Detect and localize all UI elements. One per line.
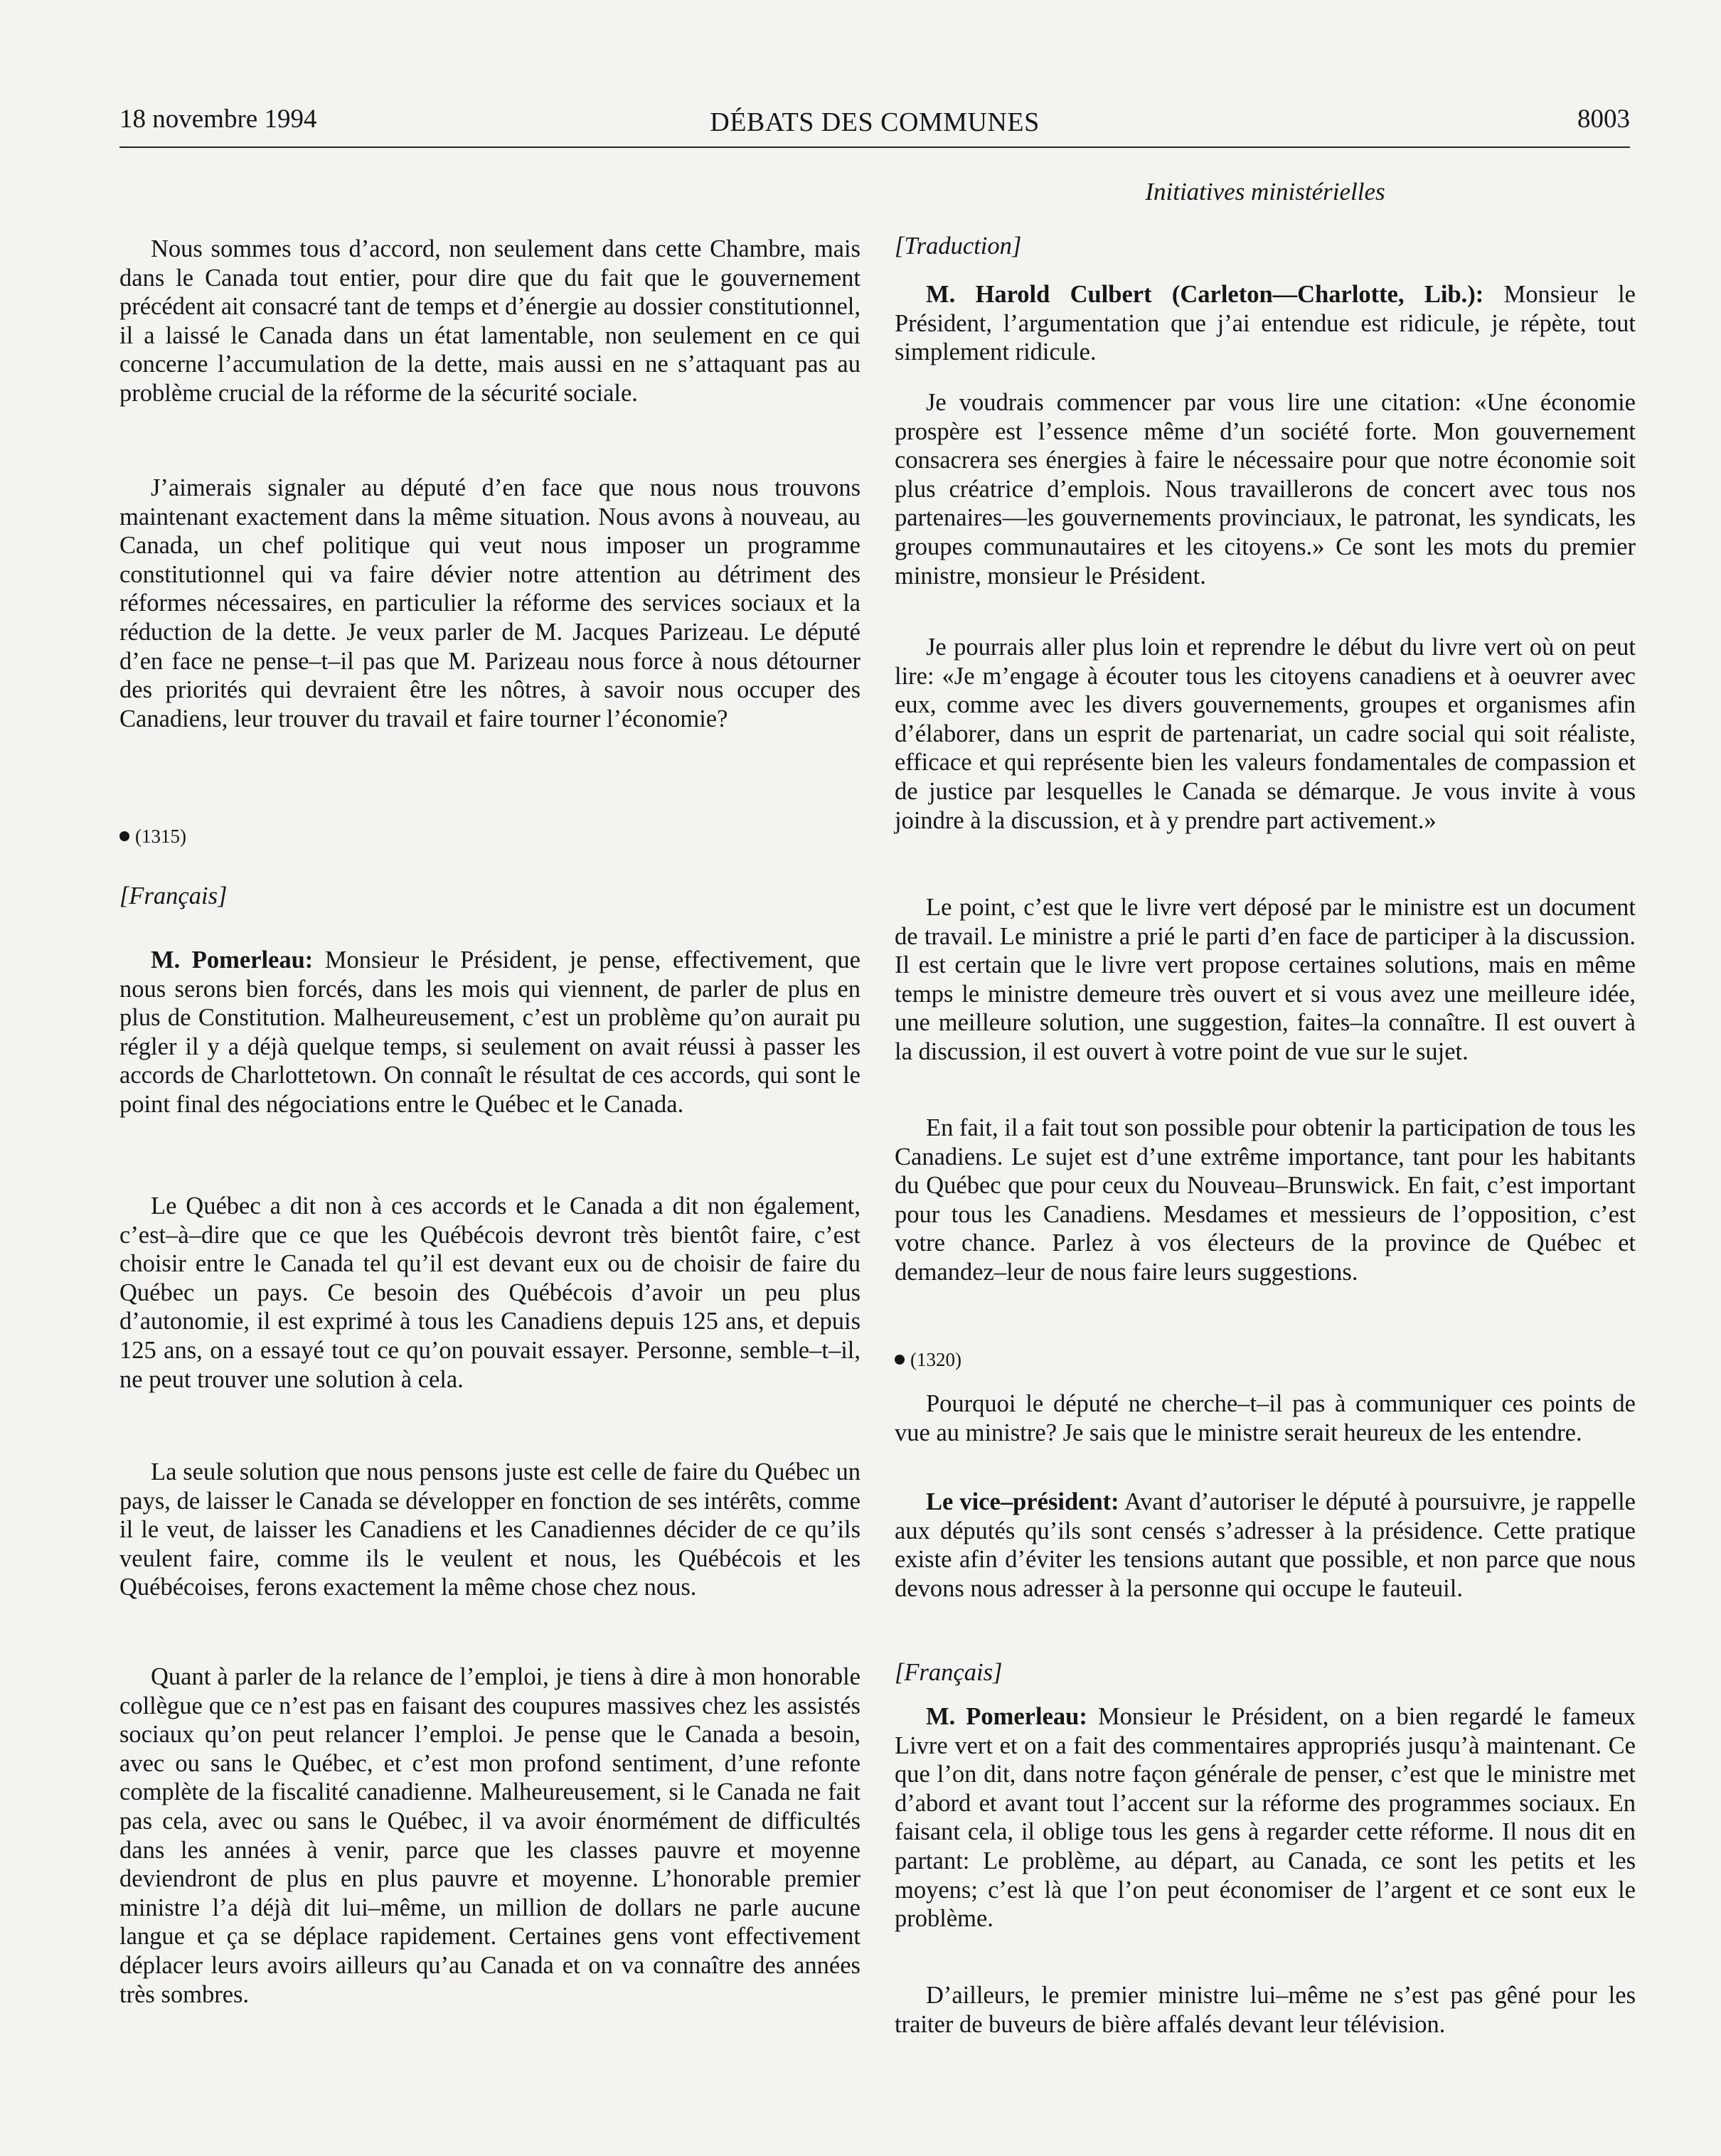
speaker-name: M. Harold Culbert (Carleton—Charlotte, Lib.): [926, 281, 1484, 308]
language-marker: [Français] [895, 1659, 1003, 1686]
speech-culbert [895, 280, 1636, 367]
paragraph: Je voudrais commencer par vous lire une citation: «Une économie prospère est l’essence même d’un société forte. Mon gouvernement consacrera ses énergies à faire le nécessaire pour que notre économie soit plus créatrice d’emplois. Nous travaillerons de concert avec tous nos partenaires—les gouvernements provinciaux, le patronat, les syndicats, les groupes communautaires et les citoyens.» Ce sont les mots du premier ministre, monsieur le Président. [895, 389, 1636, 589]
paragraph: La seule solution que nous pensons juste est celle de faire du Québec un pays, de laisser le Canada se développer en fonction de ses intérêts, comme il le veut, de laisser les Canadiens et les Canadiennes décider de ce qu’ils veulent faire, comme ils le veulent et nous, les Québécois et les Québécoises, ferons exactement la même chose chez nous. [119, 1458, 860, 1601]
page-header [119, 104, 1630, 146]
paragraph: Le point, c’est que le livre vert déposé par le ministre est un document de travail. Le ministre a prié le parti d’en face de participer à la discussion. Il est certain que le livre vert propose certaines solutions, mais en même temps le ministre demeure très ouvert et si vous avez une meilleure idée, une meilleure solution, une suggestion, faites–la connaître. Il est ouvert à la discussion, il est ouvert à votre point de vue sur le sujet. [895, 894, 1636, 1065]
language-marker: [Français] [119, 882, 228, 909]
speech-text: Monsieur le Président, l’argumentation que j’ai entendue est ridicule, je répète, tout simplement ridicule. [895, 281, 1636, 366]
paragraph: Le Québec a dit non à ces accords et le Canada a dit non également, c’est–à–dire que ce que les Québécois devront très bientôt faire, c’est choisir entre le Canada tel qu’il est devant eux ou de choisir de faire du Québec un pays. Ce besoin des Québécois d’avoir un peu plus d’autonomie, il est exprimé à tous les Canadiens depuis 125 ans, et depuis 125 ans, on a essayé tout ce qu’on pouvait essayer. Personne, semble–t–il, ne peut trouver une solution à cela. [119, 1192, 860, 1393]
paragraph: Nous sommes tous d’accord, non seulement dans cette Chambre, mais dans le Canada tout entier, pour dire que du fait que le gouvernement précédent ait consacré tant de temps et d’énergie au dossier constitutionnel, il a laissé le Canada dans un état lamentable, non seulement en ce qui concerne l’accumulation de la dette, mais aussi en ne s’attaquant pas au problème crucial de la réforme de la sécurité sociale. [119, 235, 860, 407]
speech-pomerleau-2 [895, 1702, 1636, 1933]
bullet-icon [895, 1355, 905, 1365]
header-rule [119, 146, 1630, 148]
speech-text: Monsieur le Président, je pense, effectivement, que nous serons bien forcés, dans les mois qui viennent, de parler de plus en plus de Constitution. Malheureusement, c’est un problème qu’on aurait pu régler il y a déjà quelque temps, si seulement on avait réussi à passer les accords de Charlottetown. On connaît le résultat de ces accords, qui sont le point final des négociations entre le Québec et le Canada. [119, 946, 860, 1118]
bullet-icon [119, 831, 129, 841]
timestamp-text: (1320) [910, 1349, 961, 1370]
speech-text: Avant d’autoriser le député à poursuivre, je rappelle aux députés qu’ils sont censés s’adresser à la présidence. Cette pratique existe afin d’éviter les tensions autant que possible, et non parce que nous devons nous adresser à la personne qui occupe le fauteuil. [895, 1488, 1636, 1602]
header-date: 18 novembre 1994 [119, 105, 317, 134]
speech-text: Monsieur le Président, on a bien regardé le fameux Livre vert et on a fait des commentaires appropriés jusqu’à maintenant. Ce que l’on dit, dans notre façon générale de penser, c’est que le ministre met d’abord et avant tout l’accent sur la réforme des programmes sociaux. En faisant cela, il oblige tous les gens à regarder cette réforme. Il nous dit en partant: Le problème, au départ, au Canada, ce sont les petits et les moyens; c’est là que l’on peut économiser de l’argent et ce sont eux le problème. [895, 1703, 1636, 1933]
paragraph: D’ailleurs, le premier ministre lui–même ne s’est pas gêné pour les traiter de buveurs de bière affalés devant leur télévision. [895, 1982, 1636, 2038]
timestamp [895, 1345, 961, 1375]
paragraph: Pourquoi le député ne cherche–t–il pas à communiquer ces points de vue au ministre? Je sais que le ministre serait heureux de les entendre. [895, 1390, 1636, 1446]
speech-pomerleau-1 [119, 946, 860, 1119]
header-page-number: 8003 [1577, 105, 1630, 134]
paragraph: Je pourrais aller plus loin et reprendre le début du livre vert où on peut lire: «Je m’engage à écouter tous les citoyens canadiens et à oeuvrer avec eux, comme avec les divers gouvernements, groupes et organismes afin d’élaborer, dans un esprit de partenariat, un cadre social qui soit réaliste, efficace et qui représente bien les valeurs fondamentales de compassion et de justice par lesquelles le Canada se démarque. Je vous invite à vous joindre à la discussion, et à y prendre part activement.» [895, 634, 1636, 834]
section-heading: Initiatives ministérielles [1145, 178, 1385, 206]
paragraph: Quant à parler de la relance de l’emploi, je tiens à dire à mon honorable collègue que ce n’est pas en faisant des coupures massives chez les assistés sociaux qu’on peut relancer l’emploi. Je pense que le Canada a besoin, avec ou sans le Québec, et c’est mon profond sentiment, d’une refonte complète de la fiscalité canadienne. Malheureusement, si le Canada ne fait pas cela, avec ou sans le Québec, il va avoir énormément de difficultés dans les années à venir, parce que les classes pauvre et moyenne deviendront de plus en plus pauvre et moyenne. L’honorable premier ministre l’a déjà dit lui–même, un million de dollars ne parle aucune langue et ça se déplace rapidement. Certaines gens vont effectivement déplacer leurs avoirs ailleurs qu’au Canada et on va connaître des années très sombres. [119, 1663, 860, 2008]
speaker-name: Le vice–président: [926, 1488, 1119, 1515]
speaker-name: M. Pomerleau: [151, 946, 314, 973]
header-publication: DÉBATS DES COMMUNES [710, 107, 1040, 137]
paragraph: J’aimerais signaler au député d’en face que nous nous trouvons maintenant exactement dans la même situation. Nous avons à nouveau, au Canada, un chef politique qui veut nous imposer un programme constitutionnel qui va faire dévier notre attention au détriment des réformes nécessaires, en particulier la réforme des services sociaux et la réduction de la dette. Je veux parler de M. Jacques Parizeau. Le député d’en face ne pense–t–il pas que M. Parizeau nous force à nous détourner des priorités qui devraient être les nôtres, à savoir nous occuper des Canadiens, leur trouver du travail et faire tourner l’économie? [119, 474, 860, 732]
timestamp-text: (1315) [135, 826, 186, 847]
paragraph: En fait, il a fait tout son possible pour obtenir la participation de tous les Canadiens. Le sujet est d’une extrême importance, tant pour les habitants du Québec que pour ceux du Nouveau–Brunswick. En fait, c’est important pour tous les Canadiens. Mesdames et messieurs de l’opposition, c’est votre chance. Parlez à vos électeurs de la province de Québec et demandez–leur de nous faire leurs suggestions. [895, 1114, 1636, 1286]
language-marker: [Traduction] [895, 233, 1022, 260]
speech-vice-president [895, 1488, 1636, 1603]
speaker-name: M. Pomerleau: [926, 1703, 1087, 1730]
timestamp [119, 822, 186, 851]
